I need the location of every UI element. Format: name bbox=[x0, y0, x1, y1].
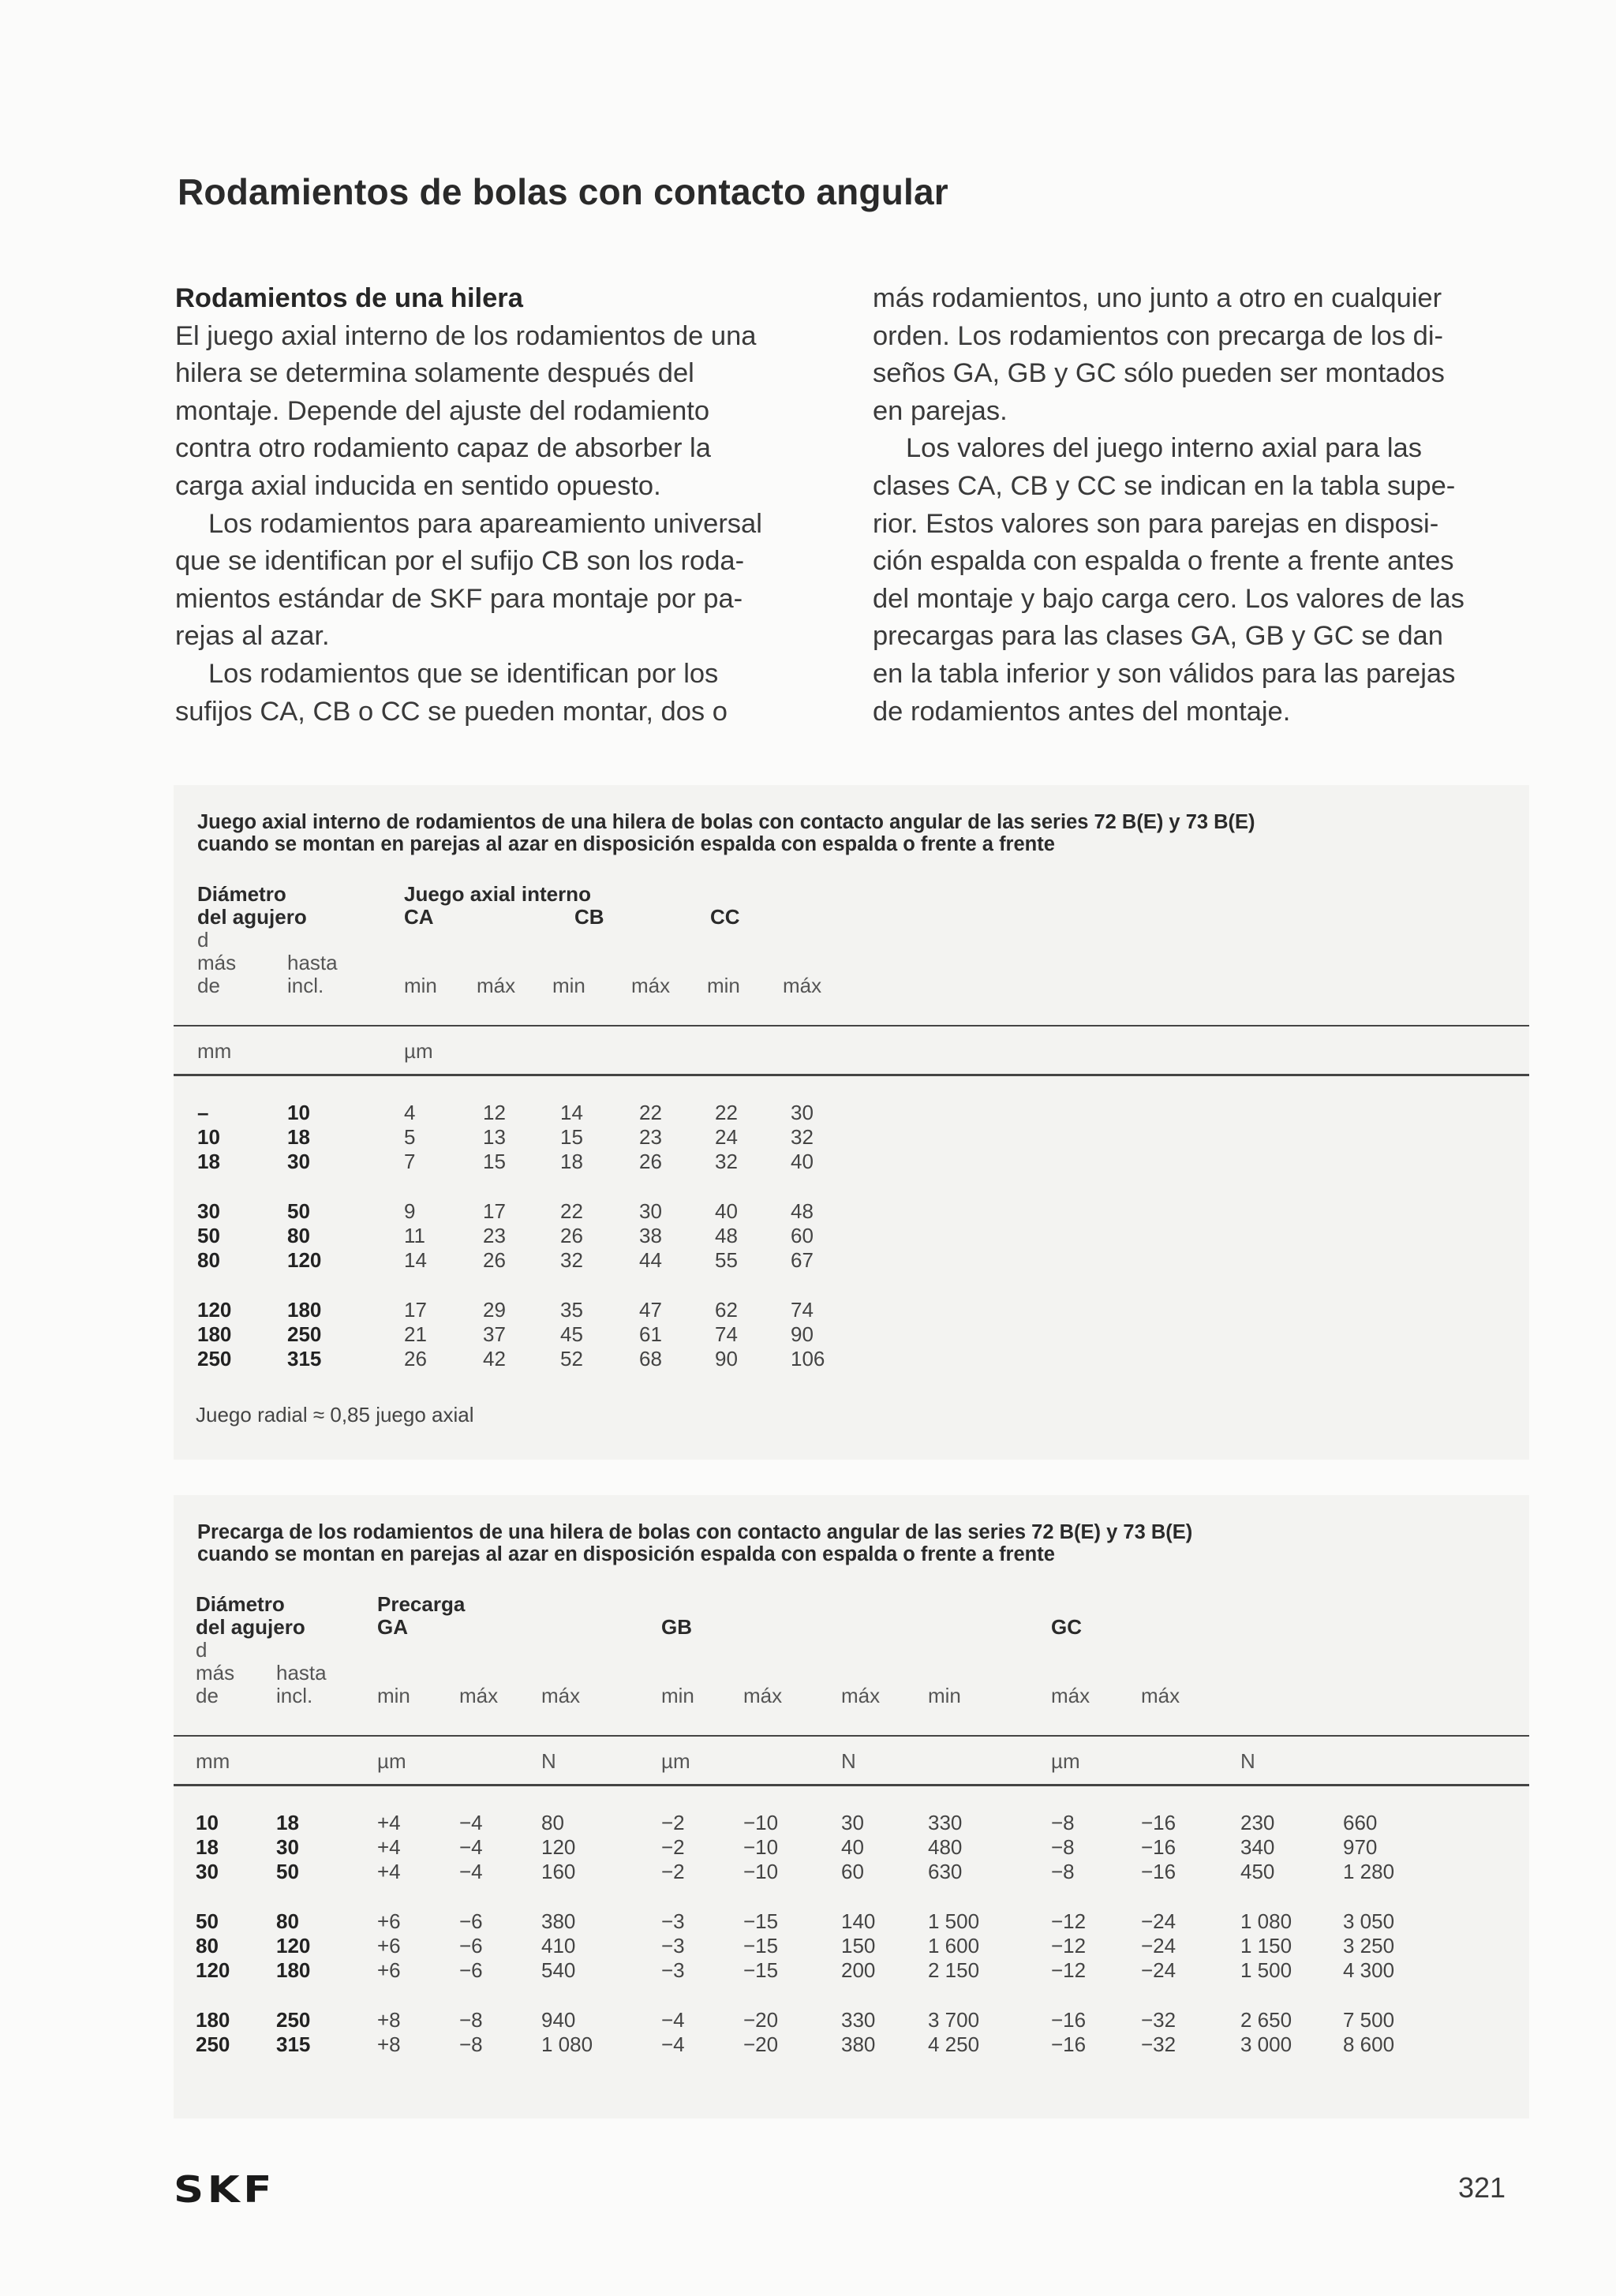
table-cell: 18 bbox=[560, 1150, 583, 1173]
table-cell: 480 bbox=[928, 1835, 963, 1859]
table-cell: 18 bbox=[287, 1125, 310, 1149]
header-max: máx bbox=[841, 1684, 881, 1707]
table-cell: −4 bbox=[661, 2032, 685, 2056]
table-cell: 120 bbox=[197, 1298, 232, 1322]
header-max: máx bbox=[477, 974, 516, 997]
table-cell: 26 bbox=[639, 1150, 662, 1173]
text-line: El juego axial interno de los rodamientos de una bbox=[175, 320, 757, 351]
table-cell: −6 bbox=[459, 1934, 483, 1958]
table-cell: 40 bbox=[715, 1199, 738, 1223]
table-rule bbox=[174, 1025, 1529, 1026]
header-gc: GC bbox=[1051, 1615, 1082, 1639]
preload-table bbox=[174, 1495, 1529, 2118]
table-cell: −16 bbox=[1051, 2008, 1087, 2032]
table-cell: 250 bbox=[287, 1322, 322, 1346]
text-column-right bbox=[873, 280, 1536, 731]
table-cell: 200 bbox=[841, 1958, 876, 1982]
header-max: máx bbox=[783, 974, 822, 997]
table-cell: +4 bbox=[377, 1860, 401, 1883]
table-cell: 80 bbox=[197, 1248, 220, 1272]
text-line: precargas para las clases GA, GB y GC se dan bbox=[873, 621, 1443, 652]
table-cell: 3 700 bbox=[928, 2008, 980, 2032]
unit-um: µm bbox=[1051, 1749, 1080, 1773]
header-juego: Juego axial interno bbox=[404, 882, 591, 906]
header-min: min bbox=[377, 1684, 410, 1707]
text-line: montaje. Depende del ajuste del rodamiento bbox=[175, 395, 710, 426]
text-column-left bbox=[175, 280, 830, 731]
table-cell: 940 bbox=[541, 2008, 576, 2032]
table-cell: 1 500 bbox=[1240, 1958, 1292, 1982]
table-cell: 90 bbox=[791, 1322, 814, 1346]
table-cell: +6 bbox=[377, 1909, 401, 1933]
table-cell: 250 bbox=[196, 2032, 230, 2056]
text-line: del montaje y bajo carga cero. Los valores de las bbox=[873, 583, 1464, 614]
table-cell: 380 bbox=[841, 2032, 876, 2056]
text-line: que se identifican por el sufijo CB son los roda- bbox=[175, 546, 745, 577]
table-cell: 60 bbox=[841, 1860, 864, 1883]
table-cell: +4 bbox=[377, 1811, 401, 1834]
table-cell: −2 bbox=[661, 1811, 685, 1834]
table-caption: cuando se montan en parejas al azar en disposición espalda con espalda o frente a frente bbox=[197, 833, 1055, 855]
table-cell: 5 bbox=[404, 1125, 416, 1149]
page-title: Rodamientos de bolas con contacto angular bbox=[178, 171, 948, 212]
table-cell: 42 bbox=[483, 1347, 506, 1370]
table-rule bbox=[174, 1074, 1529, 1076]
table-cell: −6 bbox=[459, 1909, 483, 1933]
table-cell: 52 bbox=[560, 1347, 583, 1370]
table-cell: 23 bbox=[639, 1125, 662, 1149]
table-cell: 22 bbox=[560, 1199, 583, 1223]
text-line: clases CA, CB y CC se indican en la tabla supe- bbox=[873, 470, 1456, 501]
table-cell: −4 bbox=[459, 1860, 483, 1883]
table-cell: 32 bbox=[791, 1125, 814, 1149]
table-cell: 180 bbox=[197, 1322, 232, 1346]
table-cell: −8 bbox=[459, 2008, 483, 2032]
table-cell: 10 bbox=[287, 1101, 310, 1124]
text-line: más rodamientos, uno junto a otro en cualquier bbox=[873, 283, 1442, 313]
header-d: d bbox=[196, 1638, 208, 1662]
table-caption: cuando se montan en parejas al azar en disposición espalda con espalda o frente a frente bbox=[197, 1543, 1055, 1565]
table-cell: 67 bbox=[791, 1248, 814, 1272]
table-cell: 3 250 bbox=[1343, 1934, 1395, 1958]
table-caption: Juego axial interno de rodamientos de una hilera de bolas con contacto angular de las series 72 B(E) y 73 B(E) bbox=[197, 811, 1255, 833]
table-cell: 55 bbox=[715, 1248, 738, 1272]
unit-um: µm bbox=[661, 1749, 690, 1773]
table-cell: 48 bbox=[715, 1224, 738, 1247]
table-cell: 80 bbox=[196, 1934, 219, 1958]
table-cell: 120 bbox=[276, 1934, 311, 1958]
table-cell: 4 300 bbox=[1343, 1958, 1395, 1982]
header-cb: CB bbox=[574, 905, 604, 929]
table-cell: 30 bbox=[639, 1199, 662, 1223]
table-cell: 18 bbox=[276, 1811, 299, 1834]
table-rule bbox=[174, 1735, 1529, 1737]
unit-um: µm bbox=[377, 1749, 406, 1773]
table-cell: 32 bbox=[560, 1248, 583, 1272]
header-incl: incl. bbox=[276, 1684, 313, 1707]
table-cell: 15 bbox=[483, 1150, 506, 1173]
table-cell: +6 bbox=[377, 1958, 401, 1982]
table-cell: 35 bbox=[560, 1298, 583, 1322]
table-cell: 17 bbox=[483, 1199, 506, 1223]
table-cell: 23 bbox=[483, 1224, 506, 1247]
header-min: min bbox=[707, 974, 740, 997]
header-ga: GA bbox=[377, 1615, 408, 1639]
table-cell: −12 bbox=[1051, 1958, 1087, 1982]
table-cell: 150 bbox=[841, 1934, 876, 1958]
unit-n: N bbox=[1240, 1749, 1255, 1773]
table-cell: 14 bbox=[560, 1101, 583, 1124]
table-cell: −6 bbox=[459, 1958, 483, 1982]
table-cell: 2 650 bbox=[1240, 2008, 1292, 2032]
text-line: hilera se determina solamente después del bbox=[175, 358, 694, 389]
header-min: min bbox=[928, 1684, 961, 1707]
table-cell: +4 bbox=[377, 1835, 401, 1859]
table-cell: 80 bbox=[276, 1909, 299, 1933]
table-note: Juego radial ≈ 0,85 juego axial bbox=[196, 1403, 474, 1427]
table-cell: −10 bbox=[743, 1835, 779, 1859]
text-line: seños GA, GB y GC sólo pueden ser montados bbox=[873, 358, 1445, 389]
table-cell: 30 bbox=[196, 1860, 219, 1883]
table-cell: 74 bbox=[791, 1298, 814, 1322]
table-cell: −12 bbox=[1051, 1909, 1087, 1933]
table-cell: +8 bbox=[377, 2008, 401, 2032]
header-gb: GB bbox=[661, 1615, 692, 1639]
table-cell: −4 bbox=[661, 2008, 685, 2032]
table-cell: 315 bbox=[287, 1347, 322, 1370]
table-cell: −32 bbox=[1141, 2008, 1176, 2032]
text-line: carga axial inducida en sentido opuesto. bbox=[175, 470, 661, 501]
header-de: de bbox=[197, 974, 220, 997]
table-cell: 10 bbox=[196, 1811, 219, 1834]
table-cell: 330 bbox=[928, 1811, 963, 1834]
table-cell: 32 bbox=[715, 1150, 738, 1173]
table-cell: 250 bbox=[197, 1347, 232, 1370]
header-max: máx bbox=[743, 1684, 783, 1707]
table-cell: 120 bbox=[541, 1835, 576, 1859]
text-line: de rodamientos antes del montaje. bbox=[873, 696, 1291, 727]
table-cell: 11 bbox=[404, 1224, 425, 1247]
text-line: ción espalda con espalda o frente a frente antes bbox=[873, 546, 1454, 577]
table-cell: 22 bbox=[715, 1101, 738, 1124]
table-cell: −8 bbox=[1051, 1860, 1075, 1883]
table-cell: 38 bbox=[639, 1224, 662, 1247]
table-cell: 30 bbox=[791, 1101, 814, 1124]
table-cell: −24 bbox=[1141, 1909, 1176, 1933]
text-line: contra otro rodamiento capaz de absorber la bbox=[175, 433, 711, 464]
text-line: rejas al azar. bbox=[175, 621, 330, 652]
header-diameter: Diámetro bbox=[197, 882, 286, 906]
table-cell: 15 bbox=[560, 1125, 583, 1149]
table-cell: 26 bbox=[404, 1347, 427, 1370]
table-cell: 60 bbox=[791, 1224, 814, 1247]
table-cell: 3 050 bbox=[1343, 1909, 1395, 1933]
table-cell: −15 bbox=[743, 1909, 779, 1933]
text-line: Los valores del juego interno axial para las bbox=[906, 433, 1422, 464]
subheading: Rodamientos de una hilera bbox=[175, 283, 523, 313]
table-cell: 1 600 bbox=[928, 1934, 980, 1958]
header-de: de bbox=[196, 1684, 219, 1707]
table-cell: 44 bbox=[639, 1248, 662, 1272]
header-d: d bbox=[197, 928, 209, 952]
table-cell: 120 bbox=[196, 1958, 230, 1982]
unit-n: N bbox=[541, 1749, 556, 1773]
unit-mm: mm bbox=[197, 1039, 232, 1063]
header-max: máx bbox=[1051, 1684, 1090, 1707]
table-cell: 660 bbox=[1343, 1811, 1378, 1834]
table-cell: – bbox=[197, 1101, 209, 1124]
table-cell: 330 bbox=[841, 2008, 876, 2032]
header-max: máx bbox=[631, 974, 671, 997]
header-min: min bbox=[404, 974, 437, 997]
table-cell: −4 bbox=[459, 1811, 483, 1834]
table-cell: 47 bbox=[639, 1298, 662, 1322]
table-cell: 1 280 bbox=[1343, 1860, 1395, 1883]
header-bore: del agujero bbox=[197, 905, 307, 929]
table-cell: 180 bbox=[287, 1298, 322, 1322]
header-hasta: hasta bbox=[276, 1661, 327, 1685]
table-cell: 180 bbox=[276, 1958, 311, 1982]
table-cell: 74 bbox=[715, 1322, 738, 1346]
table-cell: 18 bbox=[196, 1835, 219, 1859]
table-cell: 450 bbox=[1240, 1860, 1275, 1883]
table-cell: 30 bbox=[276, 1835, 299, 1859]
header-precarga: Precarga bbox=[377, 1592, 466, 1616]
table-cell: −8 bbox=[459, 2032, 483, 2056]
header-bore: del agujero bbox=[196, 1615, 305, 1639]
table-cell: −15 bbox=[743, 1934, 779, 1958]
table-cell: 68 bbox=[639, 1347, 662, 1370]
table-cell: 62 bbox=[715, 1298, 738, 1322]
table-cell: 4 250 bbox=[928, 2032, 980, 2056]
table-cell: −32 bbox=[1141, 2032, 1176, 2056]
text-line: rior. Estos valores son para parejas en disposi- bbox=[873, 508, 1439, 539]
table-cell: 180 bbox=[196, 2008, 230, 2032]
table-cell: 50 bbox=[196, 1909, 219, 1933]
table-cell: −16 bbox=[1141, 1860, 1176, 1883]
table-cell: 13 bbox=[483, 1125, 506, 1149]
table-cell: 250 bbox=[276, 2008, 311, 2032]
table-cell: 120 bbox=[287, 1248, 322, 1272]
text-line: mientos estándar de SKF para montaje por pa- bbox=[175, 583, 743, 614]
header-min: min bbox=[552, 974, 585, 997]
table-cell: +8 bbox=[377, 2032, 401, 2056]
table-cell: −24 bbox=[1141, 1934, 1176, 1958]
text-line: sufijos CA, CB o CC se pueden montar, dos o bbox=[175, 696, 728, 727]
table-cell: 140 bbox=[841, 1909, 876, 1933]
table-cell: 3 000 bbox=[1240, 2032, 1292, 2056]
page-number: 321 bbox=[1458, 2171, 1506, 2204]
table-cell: 7 bbox=[404, 1150, 416, 1173]
table-cell: 40 bbox=[841, 1835, 864, 1859]
table-cell: 30 bbox=[287, 1150, 310, 1173]
table-cell: −12 bbox=[1051, 1934, 1087, 1958]
table-cell: 26 bbox=[483, 1248, 506, 1272]
table-cell: 1 080 bbox=[1240, 1909, 1292, 1933]
header-max: máx bbox=[541, 1684, 581, 1707]
table-cell: 48 bbox=[791, 1199, 814, 1223]
table-cell: −10 bbox=[743, 1811, 779, 1834]
table-rule bbox=[174, 1784, 1529, 1786]
text-line: en parejas. bbox=[873, 395, 1008, 426]
header-ca: CA bbox=[404, 905, 434, 929]
table-cell: 30 bbox=[841, 1811, 864, 1834]
table-cell: 2 150 bbox=[928, 1958, 980, 1982]
table-cell: 1 150 bbox=[1240, 1934, 1292, 1958]
table-cell: 340 bbox=[1240, 1835, 1275, 1859]
table-cell: 30 bbox=[197, 1199, 220, 1223]
text-line: Los rodamientos para apareamiento universal bbox=[208, 508, 762, 539]
table-cell: 80 bbox=[541, 1811, 564, 1834]
table-cell: 61 bbox=[639, 1322, 662, 1346]
table-cell: −3 bbox=[661, 1958, 685, 1982]
table-cell: 4 bbox=[404, 1101, 416, 1124]
header-incl: incl. bbox=[287, 974, 324, 997]
header-max: máx bbox=[1141, 1684, 1180, 1707]
table-cell: 970 bbox=[1343, 1835, 1378, 1859]
table-cell: 45 bbox=[560, 1322, 583, 1346]
header-mas: más bbox=[196, 1661, 235, 1685]
header-cc: CC bbox=[710, 905, 740, 929]
header-mas: más bbox=[197, 951, 237, 974]
header-hasta: hasta bbox=[287, 951, 338, 974]
header-diameter: Diámetro bbox=[196, 1592, 285, 1616]
table-cell: 9 bbox=[404, 1199, 416, 1223]
table-cell: −16 bbox=[1141, 1811, 1176, 1834]
table-cell: 230 bbox=[1240, 1811, 1275, 1834]
table-cell: 29 bbox=[483, 1298, 506, 1322]
table-cell: 40 bbox=[791, 1150, 814, 1173]
table-cell: 380 bbox=[541, 1909, 576, 1933]
table-cell: −20 bbox=[743, 2032, 779, 2056]
table-cell: 1 500 bbox=[928, 1909, 980, 1933]
table-cell: −10 bbox=[743, 1860, 779, 1883]
table-cell: 21 bbox=[404, 1322, 427, 1346]
table-cell: +6 bbox=[377, 1934, 401, 1958]
header-max: máx bbox=[459, 1684, 499, 1707]
table-cell: 10 bbox=[197, 1125, 220, 1149]
table-cell: 17 bbox=[404, 1298, 427, 1322]
table-cell: 7 500 bbox=[1343, 2008, 1395, 2032]
table-cell: −24 bbox=[1141, 1958, 1176, 1982]
text-line: orden. Los rodamientos con precarga de los di- bbox=[873, 320, 1444, 351]
table-cell: −8 bbox=[1051, 1811, 1075, 1834]
table-caption: Precarga de los rodamientos de una hilera de bolas con contacto angular de las series 72 B(E) y 73 B(E) bbox=[197, 1521, 1193, 1543]
table-cell: 8 600 bbox=[1343, 2032, 1395, 2056]
table-cell: 18 bbox=[197, 1150, 220, 1173]
table-cell: 410 bbox=[541, 1934, 576, 1958]
table-cell: −4 bbox=[459, 1835, 483, 1859]
table-cell: 1 080 bbox=[541, 2032, 593, 2056]
table-cell: 50 bbox=[276, 1860, 299, 1883]
table-cell: −8 bbox=[1051, 1835, 1075, 1859]
table-cell: 24 bbox=[715, 1125, 738, 1149]
table-cell: −20 bbox=[743, 2008, 779, 2032]
table-cell: 315 bbox=[276, 2032, 311, 2056]
table-cell: 37 bbox=[483, 1322, 506, 1346]
table-cell: −16 bbox=[1051, 2032, 1087, 2056]
table-cell: 22 bbox=[639, 1101, 662, 1124]
table-cell: 630 bbox=[928, 1860, 963, 1883]
table-cell: −16 bbox=[1141, 1835, 1176, 1859]
text-line: Los rodamientos que se identifican por los bbox=[208, 658, 719, 689]
text-line: en la tabla inferior y son válidos para las parejas bbox=[873, 658, 1456, 689]
unit-n: N bbox=[841, 1749, 856, 1773]
table-cell: 12 bbox=[483, 1101, 506, 1124]
table-cell: 50 bbox=[287, 1199, 310, 1223]
table-cell: 106 bbox=[791, 1347, 825, 1370]
table-cell: 160 bbox=[541, 1860, 576, 1883]
table-cell: 26 bbox=[560, 1224, 583, 1247]
axial-clearance-table bbox=[174, 785, 1529, 1460]
table-cell: −3 bbox=[661, 1934, 685, 1958]
table-cell: −2 bbox=[661, 1860, 685, 1883]
table-cell: −3 bbox=[661, 1909, 685, 1933]
unit-um: µm bbox=[404, 1039, 433, 1063]
table-cell: 14 bbox=[404, 1248, 427, 1272]
skf-logo: SKF bbox=[174, 2168, 276, 2211]
table-cell: 50 bbox=[197, 1224, 220, 1247]
table-cell: 540 bbox=[541, 1958, 576, 1982]
unit-mm: mm bbox=[196, 1749, 230, 1773]
table-cell: −15 bbox=[743, 1958, 779, 1982]
header-min: min bbox=[661, 1684, 694, 1707]
table-cell: 80 bbox=[287, 1224, 310, 1247]
table-cell: 90 bbox=[715, 1347, 738, 1370]
table-cell: −2 bbox=[661, 1835, 685, 1859]
